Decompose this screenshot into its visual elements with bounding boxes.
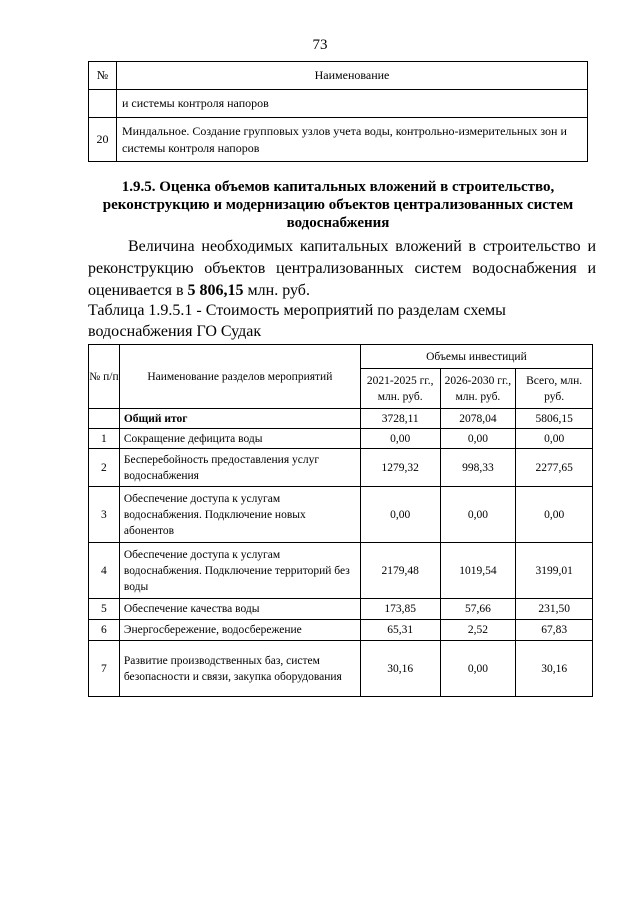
row-value-2026-2030: 0,00 — [440, 641, 516, 697]
row-num: 7 — [89, 641, 120, 697]
row-num — [89, 409, 120, 429]
row-value-2026-2030: 57,66 — [440, 599, 516, 620]
row-value-2021-2025: 65,31 — [360, 620, 440, 641]
header-num: № — [89, 62, 117, 90]
table-row — [89, 543, 593, 599]
row-name: Энергосбережение, водосбережение — [119, 620, 360, 641]
row-num: 6 — [89, 620, 120, 641]
row-name: Обеспечение качества воды — [119, 599, 360, 620]
table-row — [89, 641, 593, 697]
table-row — [89, 90, 588, 118]
row-value-2026-2030: 2,52 — [440, 620, 516, 641]
row-value-2026-2030: 0,00 — [440, 487, 516, 543]
row-value-2021-2025: 2179,48 — [360, 543, 440, 599]
row-value-2026-2030: 1019,54 — [440, 543, 516, 599]
table-row — [89, 449, 593, 487]
row-value-total: 0,00 — [516, 487, 593, 543]
table-row-total — [89, 409, 593, 429]
page-number: 73 — [312, 37, 328, 53]
header-name: Наименование — [117, 62, 588, 90]
paragraph — [88, 236, 596, 302]
row-value-2026-2030: 2078,04 — [440, 409, 516, 429]
section-heading: 1.9.5. Оценка объемов капитальных вложений в строительство, реконструкцию и модернизацию объектов централизованных систем водоснабжения — [102, 179, 574, 231]
table-caption: Таблица 1.9.5.1 - Стоимость мероприятий по разделам схемы водоснабжения ГО Судак — [88, 302, 506, 340]
row-value-2021-2025: 30,16 — [360, 641, 440, 697]
row-value-2021-2025: 0,00 — [360, 429, 440, 449]
table-header-row — [89, 62, 588, 90]
row-num: 20 — [89, 118, 117, 162]
row-value-2021-2025: 173,85 — [360, 599, 440, 620]
header-num: № п/п — [89, 345, 120, 409]
row-name: Развитие производственных баз, систем безопасности и связи, закупка оборудования — [119, 641, 360, 697]
row-num: 5 — [89, 599, 120, 620]
row-name: Общий итог — [119, 409, 360, 429]
row-value-total: 2277,65 — [516, 449, 593, 487]
row-value-total: 67,83 — [516, 620, 593, 641]
paragraph-unit: млн. руб. — [243, 282, 310, 299]
row-name: Сокращение дефицита воды — [119, 429, 360, 449]
row-value-total: 0,00 — [516, 429, 593, 449]
header-group: Объемы инвестиций — [360, 345, 592, 369]
row-num: 1 — [89, 429, 120, 449]
row-value-total: 231,50 — [516, 599, 593, 620]
row-num: 2 — [89, 449, 120, 487]
header-name: Наименование разделов мероприятий — [119, 345, 360, 409]
header-col-2026-2030: 2026-2030 гг., млн. руб. — [440, 369, 516, 409]
header-col-2021-2025: 2021-2025 гг., млн. руб. — [360, 369, 440, 409]
row-value-2021-2025: 0,00 — [360, 487, 440, 543]
table-row — [89, 429, 593, 449]
continued-table — [88, 61, 588, 162]
row-num: 4 — [89, 543, 120, 599]
table-row — [89, 620, 593, 641]
row-value-2026-2030: 0,00 — [440, 429, 516, 449]
row-num — [89, 90, 117, 118]
row-num: 3 — [89, 487, 120, 543]
row-name: Обеспечение доступа к услугам водоснабжения. Подключение новых абонентов — [119, 487, 360, 543]
table-row — [89, 599, 593, 620]
table-row — [89, 118, 588, 162]
row-value-total: 3199,01 — [516, 543, 593, 599]
row-name: Миндальное. Создание групповых узлов учета воды, контрольно-измерительных зон и системы контроля напоров — [117, 118, 588, 162]
row-name: Бесперебойность предоставления услуг водоснабжения — [119, 449, 360, 487]
row-value-2021-2025: 3728,11 — [360, 409, 440, 429]
row-value-2021-2025: 1279,32 — [360, 449, 440, 487]
row-value-total: 5806,15 — [516, 409, 593, 429]
row-name: и системы контроля напоров — [117, 90, 588, 118]
header-col-total: Всего, млн. руб. — [516, 369, 593, 409]
paragraph-text: Величина необходимых капитальных вложений в строительство и реконструкцию объектов централизованных систем водоснабжения и оценивается в — [88, 238, 596, 299]
table-header-row — [89, 345, 593, 369]
table-row — [89, 487, 593, 543]
row-value-total: 30,16 — [516, 641, 593, 697]
paragraph-amount: 5 806,15 — [187, 282, 244, 299]
row-name: Обеспечение доступа к услугам водоснабжения. Подключение территорий без воды — [119, 543, 360, 599]
row-value-2026-2030: 998,33 — [440, 449, 516, 487]
investment-table — [88, 344, 593, 697]
